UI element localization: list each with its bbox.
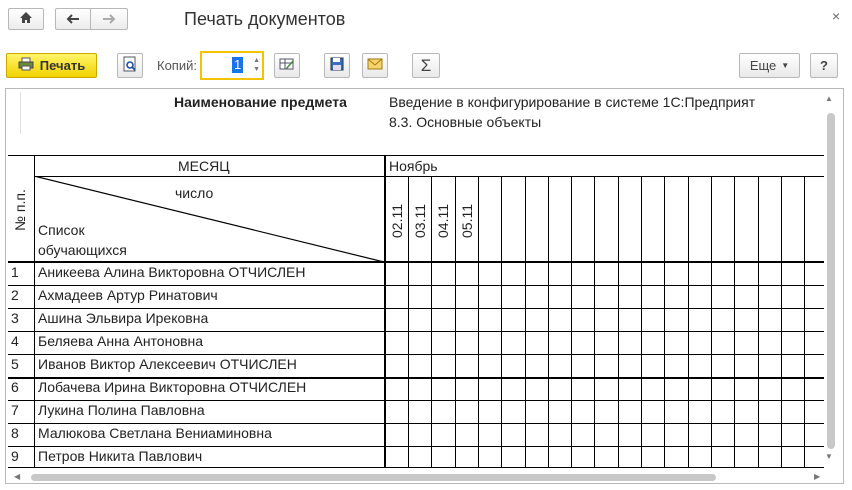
row-gridline xyxy=(8,377,824,379)
row-gridline xyxy=(8,467,824,468)
student-name: Лобачева Ирина Викторовна ОТЧИСЛЕН xyxy=(38,379,307,395)
date-label: 04.11 xyxy=(435,204,451,238)
row-gridline xyxy=(8,331,824,332)
day-column-gridline xyxy=(525,176,526,468)
scroll-down-icon[interactable]: ▼ xyxy=(825,452,833,461)
copies-label: Копий: xyxy=(157,58,197,73)
list-header-line1: Список xyxy=(38,222,85,238)
window-title: Печать документов xyxy=(184,9,346,29)
student-name: Петров Никита Павлович xyxy=(38,448,203,464)
row-number: 1 xyxy=(11,264,19,280)
day-column-gridline xyxy=(431,176,432,468)
subject-name-line1: Введение в конфигурирование в системе 1С:Предприят xyxy=(389,94,756,110)
row-number: 3 xyxy=(11,310,19,326)
day-header: число xyxy=(175,185,214,201)
list-header-line2: обучающихся xyxy=(38,242,127,258)
day-column-gridline xyxy=(571,176,572,468)
close-icon[interactable]: × xyxy=(832,8,841,24)
horizontal-scrollbar[interactable] xyxy=(31,474,716,481)
row-gridline xyxy=(8,308,824,309)
day-column-gridline xyxy=(618,176,619,468)
dropdown-arrow-icon: ▼ xyxy=(781,61,790,70)
more-label: Еще xyxy=(749,58,777,73)
month-header: МЕСЯЦ xyxy=(178,158,230,174)
table-top-border xyxy=(8,155,824,156)
month-name: Ноябрь xyxy=(389,158,438,174)
day-column-gridline xyxy=(688,176,689,468)
sigma-icon: Σ xyxy=(420,55,432,75)
day-column-gridline xyxy=(594,176,595,468)
row-gridline xyxy=(8,423,824,424)
day-column-gridline xyxy=(804,176,805,468)
student-name: Ашина Эльвира Ирековна xyxy=(38,310,209,326)
student-name: Иванов Виктор Алексеевич ОТЧИСЛЕН xyxy=(38,356,297,372)
date-label: 03.11 xyxy=(412,204,428,238)
row-gridline xyxy=(8,446,824,447)
row-number: 4 xyxy=(11,333,19,349)
row-number: 5 xyxy=(11,356,19,372)
day-column-gridline xyxy=(408,176,409,468)
row-number: 8 xyxy=(11,425,19,441)
day-column-gridline xyxy=(548,176,549,468)
student-name: Аникеева Алина Викторовна ОТЧИСЛЕН xyxy=(38,264,306,280)
subject-label: Наименование предмета xyxy=(174,94,347,110)
row-gridline xyxy=(8,285,824,286)
student-name: Лукина Полина Павловна xyxy=(38,402,205,418)
num-header: № п.п. xyxy=(12,189,28,231)
row-number: 9 xyxy=(11,448,19,464)
scroll-up-icon[interactable]: ▲ xyxy=(825,94,833,103)
subject-name-line2: 8.3. Основные объекты xyxy=(389,114,542,130)
row-gridline xyxy=(8,400,824,401)
date-label: 05.11 xyxy=(459,204,475,238)
day-column-gridline xyxy=(664,176,665,468)
day-column-gridline xyxy=(455,176,456,468)
print-label: Печать xyxy=(39,58,86,73)
day-column-gridline xyxy=(501,176,502,468)
student-name: Малюкова Светлана Вениаминовна xyxy=(38,425,272,441)
date-label: 02.11 xyxy=(389,204,405,238)
row-number: 7 xyxy=(11,402,19,418)
day-column-gridline xyxy=(711,176,712,468)
row-number: 2 xyxy=(11,287,19,303)
day-column-gridline xyxy=(641,176,642,468)
help-label: ? xyxy=(820,58,828,73)
day-column-gridline xyxy=(758,176,759,468)
copies-value: 1 xyxy=(234,57,242,72)
day-column-gridline xyxy=(734,176,735,468)
day-column-gridline xyxy=(781,176,782,468)
student-name: Беляева Анна Антоновна xyxy=(38,333,204,349)
student-name: Ахмадеев Артур Ринатович xyxy=(38,287,218,303)
day-column-gridline xyxy=(478,176,479,468)
scroll-left-icon[interactable]: ◀ xyxy=(14,472,21,481)
row-gridline xyxy=(8,354,824,355)
cell-gridline xyxy=(20,92,21,134)
copies-spinner[interactable]: ▲ ▼ xyxy=(253,57,260,73)
scroll-right-icon[interactable]: ▶ xyxy=(814,472,821,481)
vertical-scrollbar[interactable] xyxy=(827,113,835,449)
row-number: 6 xyxy=(11,379,19,395)
